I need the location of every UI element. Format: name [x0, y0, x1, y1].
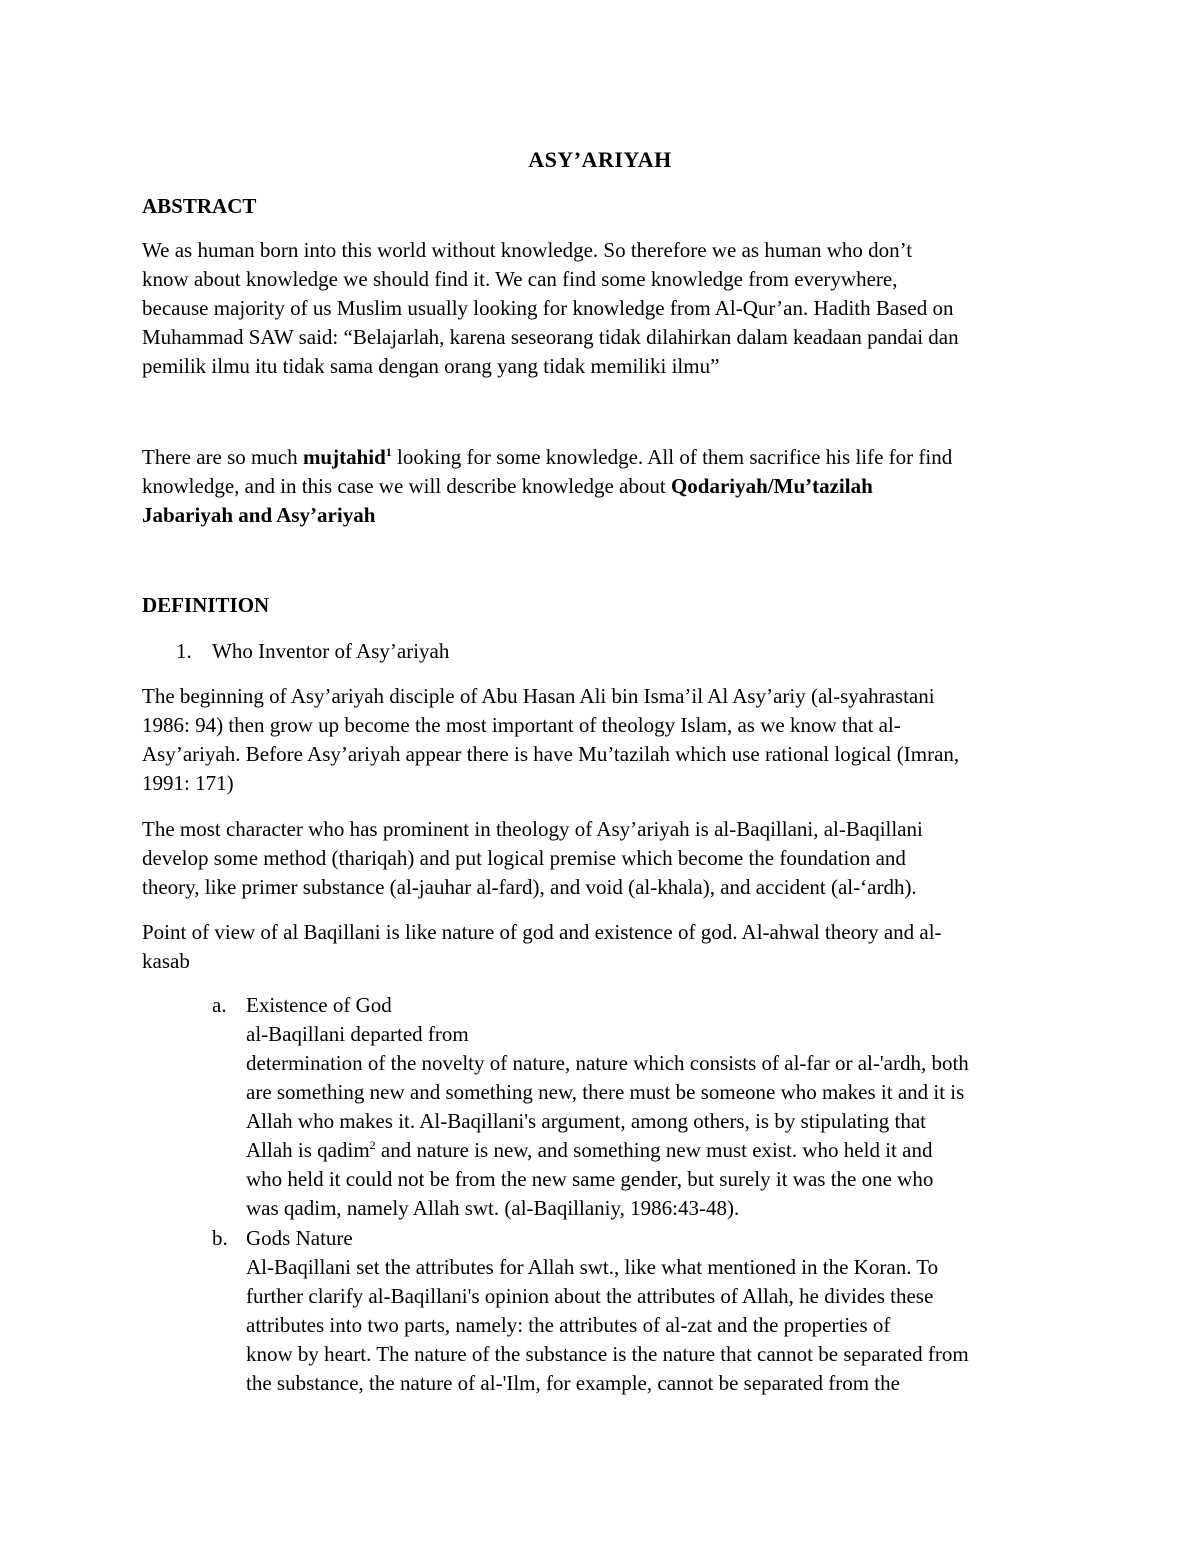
- paragraph-line: who held it could not be from the new same gender, but surely it was the one who: [246, 1167, 934, 1191]
- paragraph-line: The most character who has prominent in theology of Asy’ariyah is al-Baqillani, al-Baqillani: [142, 817, 923, 841]
- mujtahid-line: [142, 443, 952, 471]
- text-run: knowledge, and in this case we will describe knowledge about: [142, 474, 671, 498]
- abstract-line: Muhammad SAW said: “Belajarlah, karena seseorang tidak dilahirkan dalam keadaan pandai dan: [142, 325, 959, 349]
- list-number: 1.: [176, 639, 192, 663]
- paragraph-line: Al-Baqillani set the attributes for Allah swt., like what mentioned in the Koran. To: [246, 1255, 939, 1279]
- document-title: ASY’ARIYAH: [528, 147, 672, 172]
- subsection-title: Existence of God: [246, 993, 392, 1017]
- paragraph-line: the substance, the nature of al-'Ilm, for example, cannot be separated from the: [246, 1371, 900, 1395]
- paragraph-line: further clarify al-Baqillani's opinion about the attributes of Allah, he divides these: [246, 1284, 934, 1308]
- school-names: Qodariyah/Mu’tazilah: [670, 474, 873, 498]
- text-run: Allah is qadim: [246, 1138, 370, 1162]
- abstract-line: pemilik ilmu itu tidak sama dengan orang yang tidak memiliki ilmu”: [142, 354, 720, 378]
- mujtahid-line: [142, 472, 873, 500]
- paragraph-line: Point of view of al Baqillani is like nature of god and existence of god. Al-ahwal theory and al-: [142, 920, 942, 944]
- paragraph-line: The beginning of Asy’ariyah disciple of Abu Hasan Ali bin Isma’il Al Asy’ariy (al-syahrastani: [142, 684, 935, 708]
- abstract-line: We as human born into this world without knowledge. So therefore we as human who don’t: [142, 238, 913, 262]
- abstract-line: know about knowledge we should find it. We can find some knowledge from everywhere,: [142, 267, 898, 291]
- subsection-title: Gods Nature: [246, 1226, 353, 1250]
- paragraph-line: Allah who makes it. Al-Baqillani's argument, among others, is by stipulating that: [246, 1109, 926, 1133]
- paragraph-line: kasab: [142, 949, 190, 973]
- paragraph-line: Asy’ariyah. Before Asy’ariyah appear there is have Mu’tazilah which use rational logical (Imran,: [142, 742, 960, 766]
- paragraph-line: 1986: 94) then grow up become the most important of theology Islam, as we know that al-: [142, 713, 901, 737]
- footnote-ref-2[interactable]: 2: [369, 1138, 376, 1152]
- footnote-ref-1[interactable]: 1: [385, 445, 392, 459]
- paragraph-line: 1991: 171): [142, 771, 234, 795]
- paragraph-line: know by heart. The nature of the substance is the nature that cannot be separated from: [246, 1342, 969, 1366]
- paragraph-line: determination of the novelty of nature, nature which consists of al-far or al-'ardh, both: [246, 1051, 969, 1075]
- paragraph-line: develop some method (thariqah) and put logical premise which become the foundation and: [142, 846, 906, 870]
- paragraph-line: are something new and something new, there must be someone who makes it and it is: [246, 1080, 965, 1104]
- paragraph-line: was qadim, namely Allah swt. (al-Baqillaniy, 1986:43-48).: [246, 1196, 740, 1220]
- definition-heading: DEFINITION: [142, 593, 270, 617]
- mujtahid-term: mujtahid: [302, 445, 386, 469]
- paragraph-line: al-Baqillani departed from: [246, 1022, 469, 1046]
- abstract-line: because majority of us Muslim usually looking for knowledge from Al-Qur’an. Hadith Based on: [142, 296, 954, 320]
- paragraph-line: [246, 1136, 932, 1164]
- paragraph-line: attributes into two parts, namely: the attributes of al-zat and the properties of: [246, 1313, 891, 1337]
- list-letter: a.: [212, 993, 227, 1017]
- school-names: Jabariyah and Asy’ariyah: [142, 503, 376, 527]
- text-run: and nature is new, and something new must exist. who held it and: [375, 1138, 933, 1162]
- list-item: Who Inventor of Asy’ariyah: [212, 639, 450, 663]
- paragraph-line: theory, like primer substance (al-jauhar al-fard), and void (al-khala), and accident (al-‘ardh).: [142, 875, 917, 899]
- text-run: looking for some knowledge. All of them sacrifice his life for find: [391, 445, 953, 469]
- abstract-heading: ABSTRACT: [142, 194, 257, 218]
- list-letter: b.: [212, 1226, 228, 1250]
- text-run: There are so much: [142, 445, 303, 469]
